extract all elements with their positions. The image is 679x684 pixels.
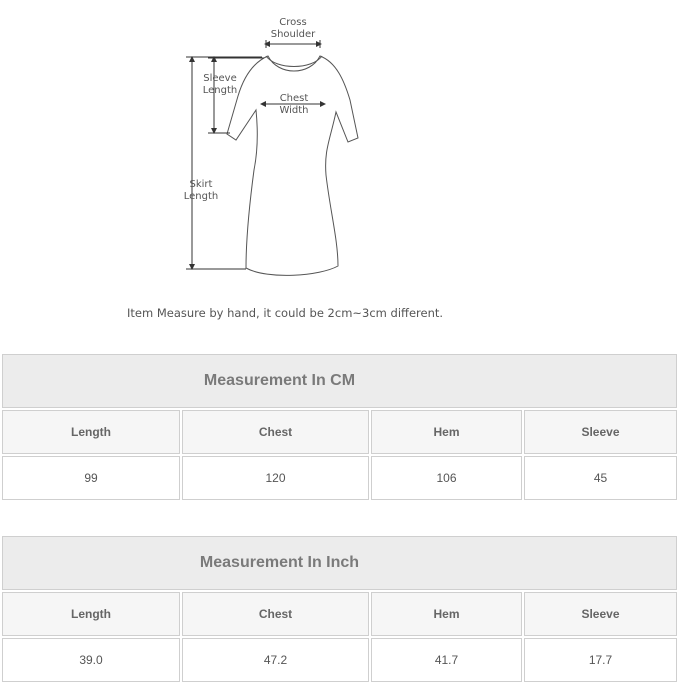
table-row xyxy=(2,456,677,500)
header-hem: Hem xyxy=(371,592,522,636)
table-row xyxy=(2,638,677,682)
label-sleeve-length xyxy=(198,73,242,97)
value-chest: 47.2 xyxy=(182,638,369,682)
value-length: 99 xyxy=(2,456,180,500)
measurement-table-inch xyxy=(0,534,679,684)
label-sleeve-length-line2: Length xyxy=(202,85,238,96)
label-cross-shoulder-line1: Cross xyxy=(279,17,307,28)
header-hem: Hem xyxy=(371,410,522,454)
table-title xyxy=(2,354,677,408)
label-skirt-length xyxy=(178,179,224,203)
label-chest-width-line2: Width xyxy=(279,105,309,116)
label-chest-width-line1: Chest xyxy=(279,93,309,104)
dress-measurement-diagram xyxy=(0,0,679,300)
table-title-text: Measurement In Inch xyxy=(199,554,360,571)
label-sleeve-length-line1: Sleeve xyxy=(203,73,237,84)
header-chest: Chest xyxy=(182,592,369,636)
value-sleeve: 17.7 xyxy=(524,638,677,682)
value-sleeve: 45 xyxy=(524,456,677,500)
label-chest-width xyxy=(272,93,316,117)
value-chest: 120 xyxy=(182,456,369,500)
table-header-row xyxy=(2,592,677,636)
header-sleeve: Sleeve xyxy=(524,410,677,454)
label-cross-shoulder xyxy=(268,17,318,41)
header-chest: Chest xyxy=(182,410,369,454)
dress-outline xyxy=(227,56,358,275)
neckline xyxy=(266,56,322,67)
header-length: Length xyxy=(2,410,180,454)
label-skirt-length-line1: Skirt xyxy=(189,179,213,190)
measurement-table-cm xyxy=(0,352,679,502)
value-hem: 41.7 xyxy=(371,638,522,682)
value-hem: 106 xyxy=(371,456,522,500)
table-title-text: Measurement In CM xyxy=(203,372,356,389)
label-cross-shoulder-line2: Shoulder xyxy=(270,29,316,40)
table-header-row xyxy=(2,410,677,454)
header-sleeve: Sleeve xyxy=(524,592,677,636)
value-length: 39.0 xyxy=(2,638,180,682)
table-title xyxy=(2,536,677,590)
header-length: Length xyxy=(2,592,180,636)
measure-note: Item Measure by hand, it could be 2cm~3cm different. xyxy=(127,306,444,320)
label-skirt-length-line2: Length xyxy=(183,191,219,202)
